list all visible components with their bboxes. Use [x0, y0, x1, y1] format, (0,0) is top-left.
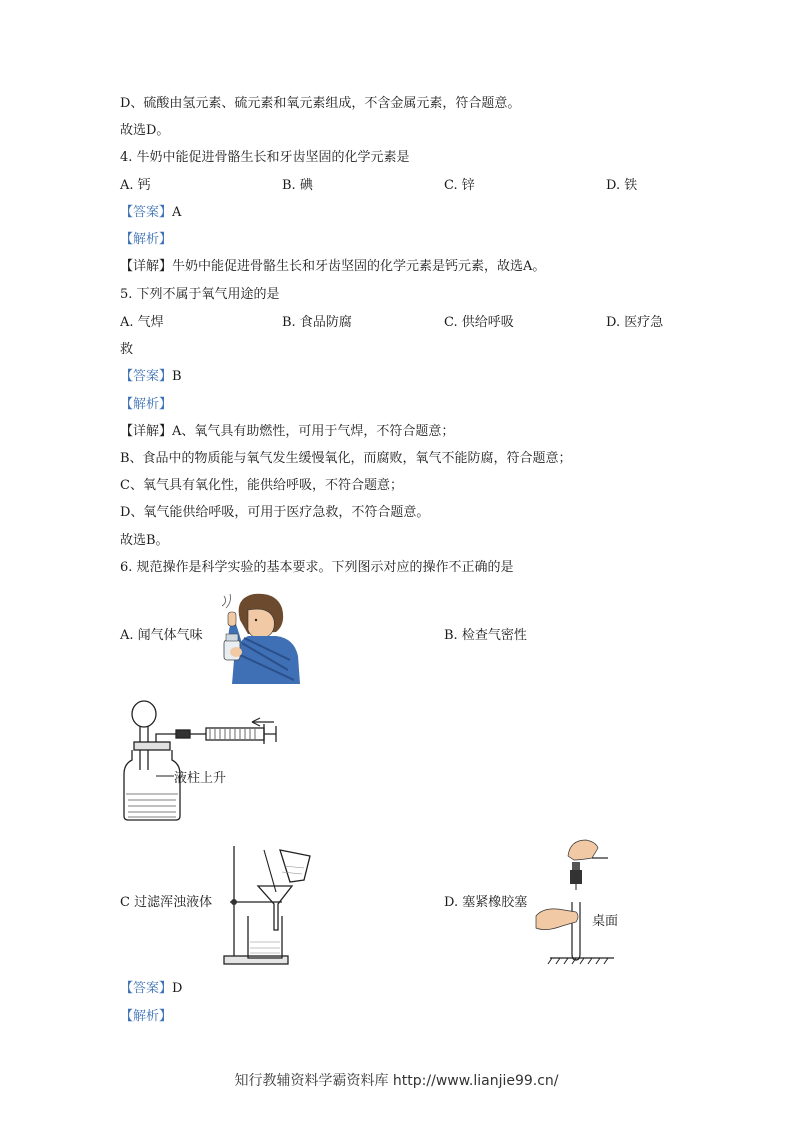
- detail-tag: 【详解】: [120, 424, 173, 439]
- answer-line: [120, 368, 182, 386]
- footer-watermark: 知行教辅资料学霸资料库 http://www.lianjie99.cn/: [234, 1073, 559, 1089]
- analysis-tag: 【解析】: [120, 232, 173, 247]
- q6-option-d: D. 塞紧橡胶塞: [444, 895, 528, 910]
- filtration-figure: [220, 842, 316, 968]
- answer-value: B: [172, 369, 182, 384]
- answer-value: D: [172, 981, 183, 996]
- detail-line: [120, 423, 454, 441]
- question-5: 5. 下列不属于氧气用途的是: [120, 287, 280, 302]
- q6-option-c: C 过滤浑浊液体: [120, 895, 213, 910]
- answer-line: [120, 980, 182, 998]
- question-4: 4. 牛奶中能促进骨骼生长和牙齿坚固的化学元素是: [120, 150, 410, 165]
- fig-d-label: 桌面: [592, 914, 619, 929]
- text-line: D、硫酸由氢元素、硫元素和氧元素组成，不含金属元素，符合题意。: [120, 96, 521, 111]
- detail-text: 牛奶中能促进骨骼生长和牙齿坚固的化学元素是钙元素，故选A。: [172, 259, 546, 274]
- q6-option-a: A. 闻气体气味: [120, 628, 203, 643]
- answer-tag: 【答案】: [120, 369, 173, 384]
- smelling-gas-figure: [218, 590, 300, 684]
- q5-option-a: A. 气焊: [120, 315, 164, 330]
- question-6: 6. 规范操作是科学实验的基本要求。下列图示对应的操作不正确的是: [120, 560, 514, 575]
- airtightness-check-figure: [120, 698, 290, 824]
- option-wrap: 救: [120, 342, 134, 357]
- detail-line: [120, 258, 545, 276]
- q4-option-d: D. 铁: [606, 178, 638, 193]
- analysis-tag: 【解析】: [120, 397, 173, 412]
- q4-option-c: C. 锌: [444, 178, 475, 193]
- q4-option-a: A. 钙: [120, 178, 151, 193]
- q6-option-b: B. 检查气密性: [444, 628, 527, 643]
- detail-line: D、氧气能供给呼吸，可用于医疗急救，不符合题意。: [120, 505, 430, 520]
- q4-option-b: B. 碘: [282, 178, 313, 193]
- rubber-stopper-figure: [534, 836, 634, 970]
- answer-tag: 【答案】: [120, 981, 173, 996]
- detail-tag: 【详解】: [120, 259, 173, 274]
- answer-line: [120, 204, 181, 222]
- q5-option-d: D. 医疗急: [606, 315, 664, 330]
- detail-line: B、食品中的物质能与氧气发生缓慢氧化，而腐败，氧气不能防腐，符合题意；: [120, 451, 572, 466]
- detail-text: A、氧气具有助燃性，可用于气焊，不符合题意；: [172, 424, 455, 439]
- text-line: 故选D。: [120, 123, 170, 138]
- analysis-tag: 【解析】: [120, 1009, 173, 1024]
- answer-tag: 【答案】: [120, 205, 173, 220]
- fig-b-label: 液柱上升: [174, 771, 227, 786]
- q5-option-b: B. 食品防腐: [282, 315, 352, 330]
- q5-option-c: C. 供给呼吸: [444, 315, 514, 330]
- answer-value: A: [172, 205, 182, 220]
- conclusion-line: 故选B。: [120, 533, 169, 548]
- detail-line: C、氧气具有氧化性，能供给呼吸，不符合题意；: [120, 478, 403, 493]
